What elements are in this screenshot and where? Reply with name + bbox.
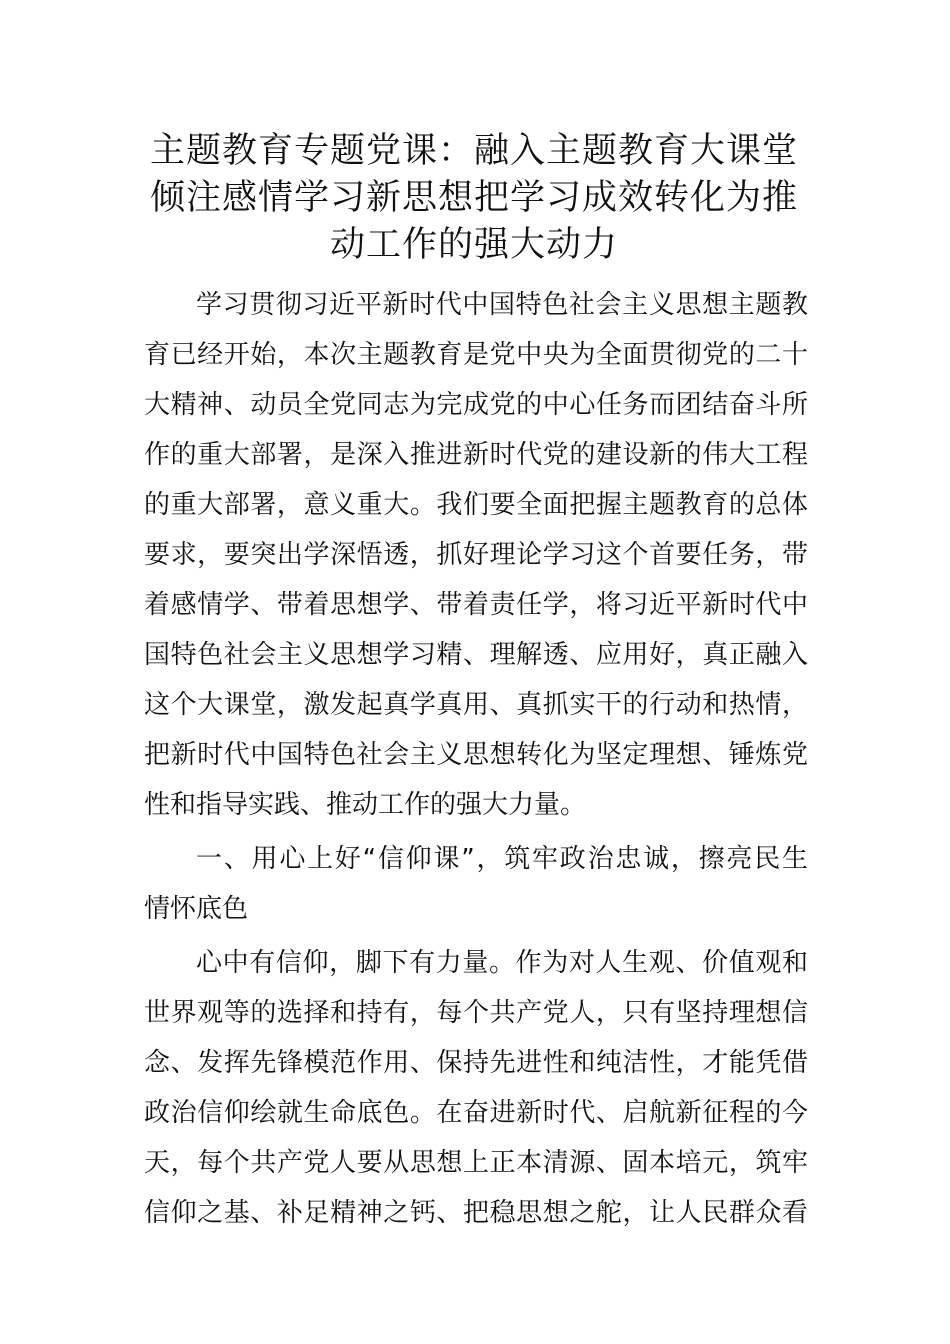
text-line: 国特色社会主义思想学习精、理解透、应用好，真正融入 (144, 640, 808, 670)
paragraph-faith (144, 938, 808, 1238)
text-line: 要求，要突出学深悟透，抓好理论学习这个首要任务，带 (144, 540, 808, 570)
text-line: 心中有信仰，脚下有力量。作为对人生观、价值观和 (196, 948, 808, 978)
text-line: 天，每个共产党人要从思想上正本清源、固本培元，筑牢 (144, 1148, 808, 1178)
text-line: 的重大部署，意义重大。我们要全面把握主题教育的总体 (144, 490, 808, 520)
paragraph-intro (144, 280, 808, 830)
heading-line: 情怀底色 (144, 894, 249, 924)
text-line: 学习贯彻习近平新时代中国特色社会主义思想主题教 (196, 290, 808, 320)
title-line: 动工作的强大动力 (329, 225, 618, 265)
text-line: 大精神、动员全党同志为完成党的中心任务而团结奋斗所 (144, 390, 808, 420)
text-line: 政治信仰绘就生命底色。在奋进新时代、启航新征程的今 (144, 1098, 808, 1128)
text-line: 作的重大部署，是深入推进新时代党的建设新的伟大工程 (144, 440, 808, 470)
title-line: 倾注感情学习新思想把学习成效转化为推 (149, 178, 798, 218)
text-line: 这个大课堂，激发起真学真用、真抓实干的行动和热情， (144, 690, 808, 720)
text-line: 育已经开始，本次主题教育是党中央为全面贯彻党的二十 (144, 340, 808, 370)
text-line: 世界观等的选择和持有，每个共产党人，只有坚持理想信 (144, 998, 808, 1028)
text-line: 信仰之基、补足精神之钙、把稳思想之舵，让人民群众看 (144, 1198, 808, 1228)
heading-line: 一、用心上好“信仰课”，筑牢政治忠诚，擦亮民生 (196, 844, 808, 874)
document-body (144, 280, 808, 1238)
text-line: 念、发挥先锋模范作用、保持先进性和纯洁性，才能凭借 (144, 1048, 808, 1078)
title-line: 主题教育专题党课：融入主题教育大课堂 (149, 131, 798, 171)
text-line: 把新时代中国特色社会主义思想转化为坚定理想、锤炼党 (144, 740, 808, 770)
text-line: 着感情学、带着思想学、带着责任学，将习近平新时代中 (144, 590, 808, 620)
document-title (140, 128, 808, 269)
text-line: 性和指导实践、推动工作的强大力量。 (144, 790, 587, 820)
section-heading (144, 834, 808, 934)
